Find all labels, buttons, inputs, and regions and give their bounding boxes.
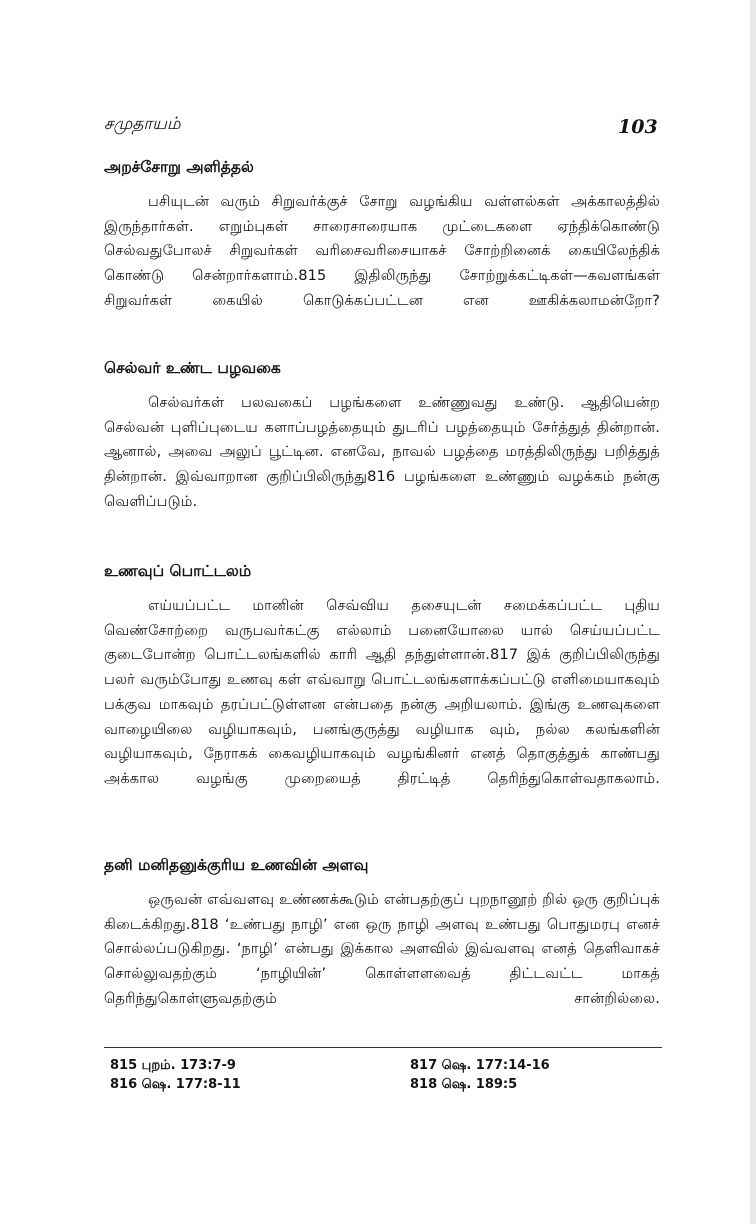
section-heading: தனி மனிதனுக்குரிய உணவின் அளவு	[104, 856, 369, 874]
section-heading: செல்வர் உண்ட பழவகை	[104, 359, 281, 377]
section-paragraph: செல்வர்கள் பலவகைப் பழங்களை உண்ணுவது உண்டு. ஆதியென்ற செல்வன் புளிப்புடைய களாப்பழத்தையும் துடரிப் பழத்தையும் சேர்த்துத் தின்றான். ஆனால், அவை அலுப் பூட்டின. எனவே, நாவல் பழத்தை மரத்திலிருந்து பறித்துத் தின்றான். இவ்வாறான குறிப்பிலிருந்து816 பழங்களை உண்ணும் வழக்கம் நன்கு வெளிப்படும்.	[104, 394, 660, 510]
footnote-divider	[104, 1047, 662, 1048]
footnote-818: 818 ஷெ. 189:5	[410, 1077, 518, 1092]
page-spine-shadow	[750, 0, 756, 1224]
section-food-quantity	[104, 855, 660, 1012]
footnotes-left-column	[110, 1056, 241, 1094]
section-food-parcel	[104, 561, 660, 792]
section-charity-rice	[104, 157, 660, 314]
running-head: சமுதாயம்	[104, 114, 181, 134]
section-heading: உணவுப் பொட்டலம்	[104, 562, 252, 580]
footnote-815: 815 புறம். 173:7-9	[110, 1058, 236, 1073]
footnote-816: 816 ஷெ. 177:8-11	[110, 1077, 241, 1092]
section-heading: அறச்சோறு அளித்தல்	[104, 158, 254, 176]
footnote-817: 817 ஷெ. 177:14-16	[410, 1058, 550, 1073]
footnotes-right-column	[410, 1056, 550, 1094]
page-number: 103	[618, 116, 658, 138]
section-paragraph: பசியுடன் வரும் சிறுவர்க்குச் சோறு வழங்கிய வள்ளல்கள் அக்காலத்தில் இருந்தார்கள். எறும்புகள் சாரைசாரையாக முட்டைகளை ஏந்திக்கொண்டு செல்வதுபோலச் சிறுவர்கள் வரிசைவரிசையாகச் சோற்றினைக் கையிலேந்திக் கொண்டு சென்றார்களாம்.815 இதிலிருந்து சோற்றுக்கட்டிகள்—கவளங்கள் சிறுவர்கள் கையில் கொடுக்கப்பட்டன என ஊகிக்கலாமன்றோ?	[104, 193, 660, 309]
section-paragraph: ஒருவன் எவ்வளவு உண்ணக்கூடும் என்பதற்குப் புறநானூற் றில் ஒரு குறிப்புக் கிடைக்கிறது.818 ‘உண்பது நாழி’ என ஒரு நாழி அளவு உண்பது பொதுமரபு எனச் சொல்லப்படுகிறது. ‘நாழி’ என்பது இக்கால அளவில் இவ்வளவு எனத் தெளிவாகச் சொல்லுவதற்கும் ‘நாழியின்’ கொள்ளளவைத் திட்டவட்ட மாகத் தெரிந்துகொள்ளுவதற்கும் சான்றில்லை.	[104, 891, 660, 1007]
section-paragraph: எய்யப்பட்ட மானின் செவ்விய தசையுடன் சமைக்கப்பட்ட புதிய வெண்சோற்றை வருபவர்கட்கு எல்லாம் பனையோலை யால் செய்யப்பட்ட குடைபோன்ற பொட்டலங்களில் காரி ஆதி தந்துள்ளான்.817 இக் குறிப்பிலிருந்து பலர் வரும்போது உணவு கள் எவ்வாறு பொட்டலங்களாக்கப்பட்டு எளிமையாகவும் பக்குவ மாகவும் தரப்பட்டுள்ளன என்பதை நன்கு அறியலாம். இங்கு உணவுகளை வாழையிலை வழியாகவும், பனங்குருத்து வழியாக வும், நல்ல கலங்களின் வழியாகவும், நேராகக் கைவழியாகவும் வழங்கினர் எனத் தொகுத்துக் காண்பது அக்கால வழங்கு முறையைத் திரட்டித் தெரிந்துகொள்வதாகலாம்.	[104, 597, 660, 787]
section-fruit-varieties	[104, 358, 660, 515]
